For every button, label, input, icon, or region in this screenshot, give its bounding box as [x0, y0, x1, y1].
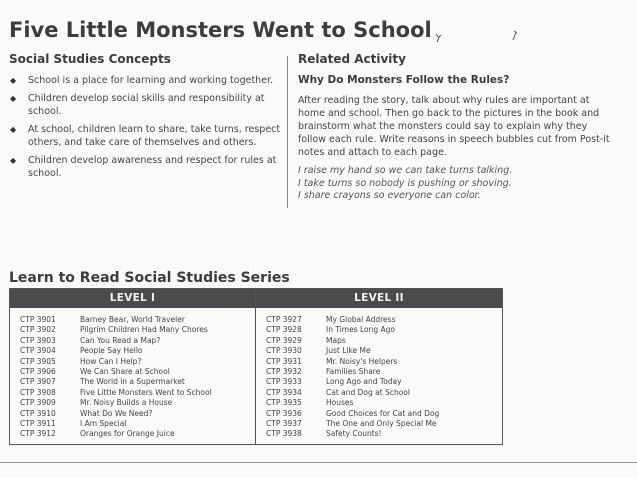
table-row	[266, 429, 502, 439]
book-title: Just Like Me	[326, 346, 371, 356]
book-title: Can You Read a Map?	[80, 335, 161, 345]
concept-item: ◆ At school, children learn to share, take turns, respect others, and take care of themselves and others.	[10, 124, 281, 148]
book-title: Maps	[326, 335, 346, 345]
book-code: CTP 3928	[266, 325, 302, 335]
table-row	[20, 398, 255, 408]
example-line: I raise my hand so we can take turns talking.	[298, 165, 513, 176]
table-row	[266, 336, 502, 346]
diamond-bullet-icon: ◆	[10, 156, 17, 165]
book-code: CTP 3930	[266, 346, 302, 356]
book-code: CTP 3937	[266, 418, 302, 428]
book-title: Mr. Noisy Builds a House	[80, 398, 173, 408]
book-title: My Global Address	[326, 315, 396, 324]
book-code: CTP 3907	[20, 377, 56, 387]
book-title: What Do We Need?	[80, 408, 153, 418]
table-row	[266, 377, 502, 387]
book-code: CTP 3903	[20, 335, 56, 345]
book-title: Five Little Monsters Went to School	[80, 387, 212, 397]
book-title: Good Choices for Cat and Dog	[326, 408, 440, 418]
table-row	[20, 377, 255, 387]
book-title: Barney Bear, World Traveler	[80, 315, 185, 324]
activity-heading: Related Activity	[298, 52, 406, 66]
level1-rows	[10, 308, 255, 440]
table-row	[266, 419, 502, 429]
level2-rows	[256, 308, 502, 440]
book-title: The One and Only Special Me	[326, 418, 437, 428]
activity-body: After reading the story, talk about why rules are important at home and school. Then go back to the pictures in the book and brainstorm what the monsters could say to explain why they follow each rule. Write reasons in speech bubbles cut from Post-it notes and attach to each page.	[298, 95, 610, 158]
book-code: CTP 3912	[20, 429, 56, 439]
level1-column	[10, 289, 256, 444]
table-row	[266, 409, 502, 419]
book-title: People Say Hello	[80, 346, 143, 356]
table-row	[20, 325, 255, 335]
series-title: Learn to Read Social Studies Series	[9, 270, 290, 286]
table-row	[266, 388, 502, 398]
book-code: CTP 3927	[266, 315, 302, 324]
book-title: We Can Share at School	[80, 366, 170, 376]
book-code: CTP 3932	[266, 366, 302, 376]
book-title: Safety Counts!	[326, 429, 382, 439]
table-row	[20, 429, 255, 439]
book-title: The World in a Supermarket	[80, 377, 185, 387]
book-code: CTP 3931	[266, 356, 302, 366]
concept-item: ◆ Children develop awareness and respect for rules at school.	[10, 155, 277, 179]
table-row	[20, 346, 255, 356]
book-code: CTP 3904	[20, 346, 56, 356]
book-title: Houses	[326, 398, 354, 408]
concepts-heading: Social Studies Concepts	[9, 52, 171, 66]
series-table	[9, 288, 503, 445]
book-code: CTP 3906	[20, 366, 56, 376]
book-title: Cat and Dog at School	[326, 387, 410, 397]
book-code: CTP 3905	[20, 356, 56, 366]
book-title: Oranges for Orange Juice	[80, 429, 175, 439]
diamond-bullet-icon: ◆	[10, 76, 17, 85]
activity-section	[298, 52, 618, 203]
book-title: Pilgrim Children Had Many Chores	[80, 325, 208, 335]
level2-column	[256, 289, 502, 444]
table-row	[20, 409, 255, 419]
table-row	[20, 388, 255, 398]
level2-header: LEVEL II	[256, 289, 502, 308]
table-row	[266, 325, 502, 335]
table-row	[266, 357, 502, 367]
column-divider	[287, 56, 288, 208]
book-title: Mr. Noisy's Helpers	[326, 356, 398, 366]
book-code: CTP 3936	[266, 408, 302, 418]
bottom-rule	[0, 462, 637, 463]
table-row	[20, 315, 255, 325]
concept-item: ◆ School is a place for learning and working together.	[10, 75, 274, 86]
book-code: CTP 3935	[266, 398, 302, 408]
book-code: CTP 3933	[266, 377, 302, 387]
page-title: Five Little Monsters Went to School	[9, 18, 432, 42]
diamond-bullet-icon: ◆	[10, 125, 17, 134]
example-line: I take turns so nobody is pushing or shoving.	[298, 177, 512, 189]
table-row	[20, 336, 255, 346]
book-code: CTP 3911	[20, 418, 56, 428]
book-title: I Am Special	[80, 418, 127, 428]
table-row	[266, 346, 502, 356]
pen-marks	[430, 28, 530, 53]
book-code: CTP 3902	[20, 325, 56, 335]
book-code: CTP 3934	[266, 387, 302, 397]
book-code: CTP 3908	[20, 387, 56, 397]
table-row	[266, 367, 502, 377]
level1-header: LEVEL I	[10, 289, 255, 308]
concepts-section	[9, 52, 281, 185]
table-row	[266, 315, 502, 325]
book-code: CTP 3938	[266, 429, 302, 439]
book-title: Families Share	[326, 366, 381, 376]
book-title: Long Ago and Today	[326, 377, 402, 387]
table-row	[20, 367, 255, 377]
table-row	[266, 398, 502, 408]
table-row	[20, 419, 255, 429]
activity-subheading: Why Do Monsters Follow the Rules?	[298, 74, 510, 86]
concepts-list	[9, 74, 281, 180]
diamond-bullet-icon: ◆	[10, 94, 17, 103]
example-line: I share crayons so everyone can color.	[298, 190, 481, 201]
book-code: CTP 3910	[20, 408, 56, 418]
book-code: CTP 3901	[20, 315, 56, 324]
book-code: CTP 3929	[266, 335, 302, 345]
activity-examples	[298, 165, 618, 203]
table-row	[20, 357, 255, 367]
book-title: In Times Long Ago	[326, 325, 396, 335]
book-title: How Can I Help?	[80, 356, 142, 366]
concept-item: ◆ Children develop social skills and responsibility at school.	[10, 93, 265, 117]
book-code: CTP 3909	[20, 398, 56, 408]
